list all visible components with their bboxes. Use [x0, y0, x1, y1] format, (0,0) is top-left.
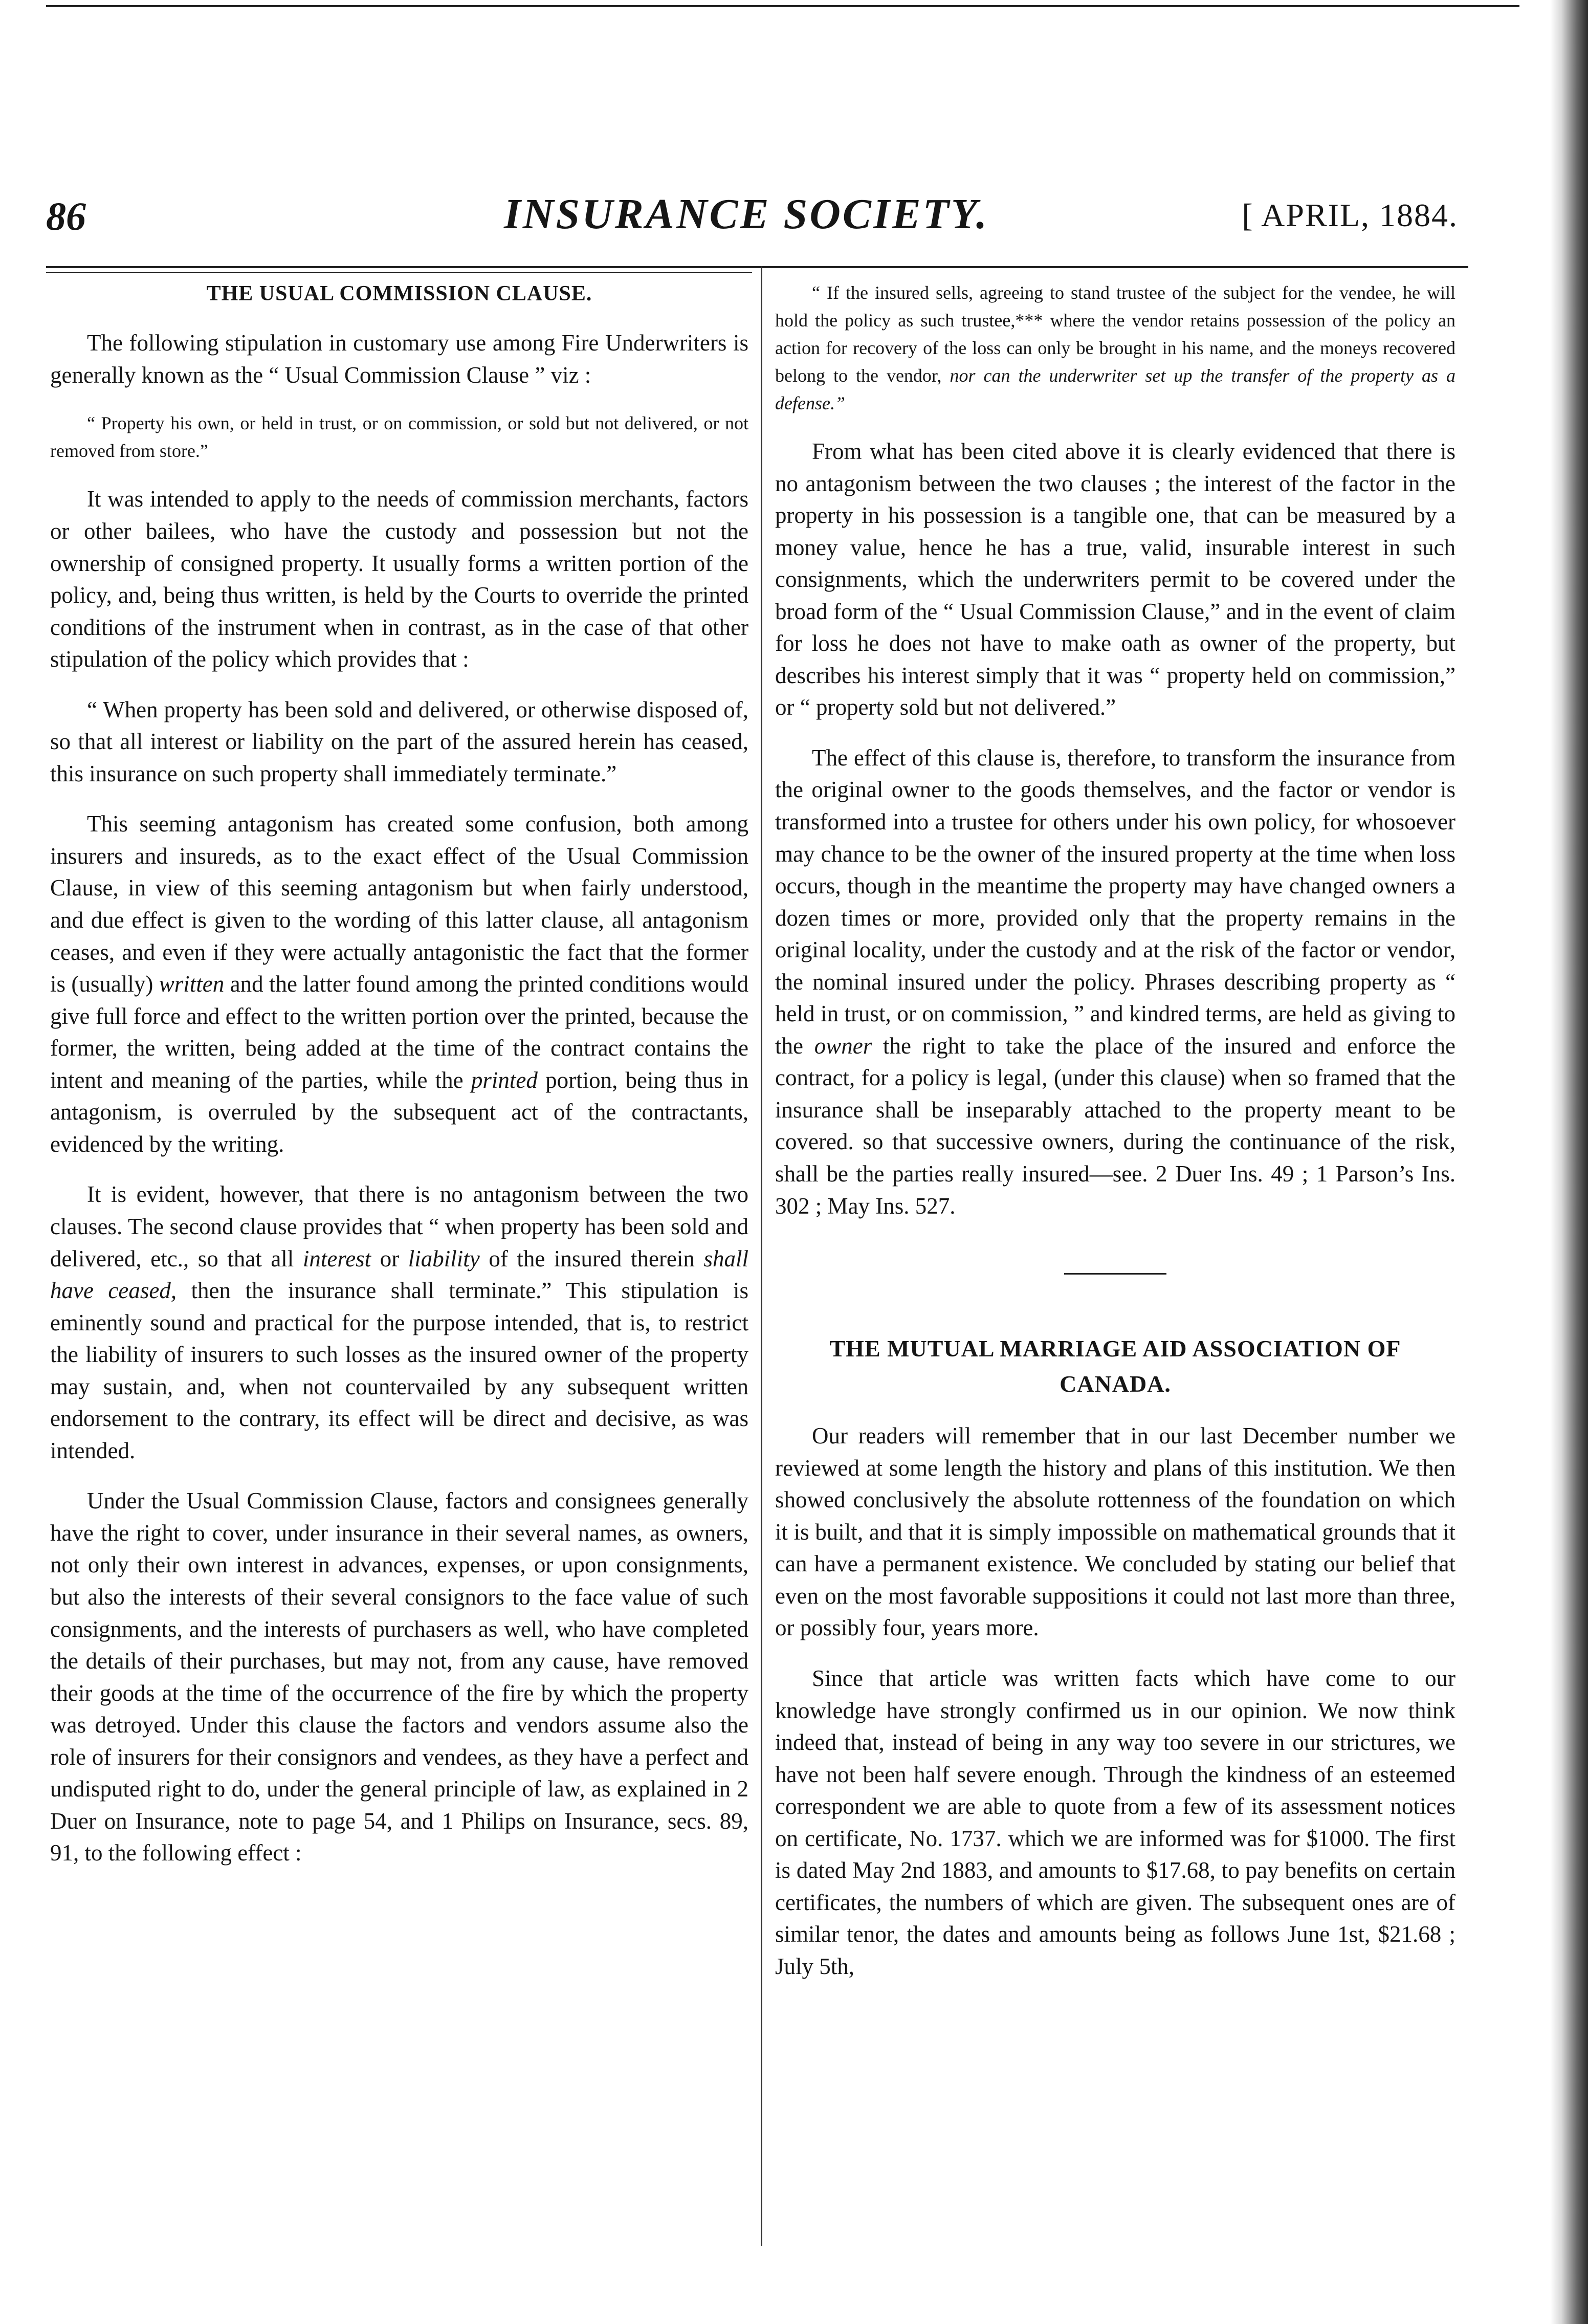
- paragraph: The following stipulation in customary use among Fire Underwriters is generally known as the “ Usual Commission Clause ” viz :: [50, 330, 748, 388]
- paragraph: This seeming antagonism has created some confusion, both among insurers and insureds, as to the exact effect of the Usual Commission Clause, in view of this seeming antagonism but when fairly understood, and due effect is given to the wording of this latter clause, all antagonism ceases, and even if they were actually antagonistic the fact that the former is (usually) written and the latter found among the printed conditions would give full force and effect to the written portion over the printed, because the former, the written, being added at the time of the contract contains the intent and meaning of the parties, while the printed portion, being thus in antagonism, is overruled by the subsequent act of the contractants, evidenced by the writing.: [50, 811, 749, 1157]
- page-header: [46, 189, 1458, 251]
- paragraph: Since that article was written facts which have come to our knowledge have strongly confirmed us in our opinion. We now think indeed that, instead of being in any way too severe in our strictures, we have not been half severe enough. Through the kindness of an esteemed correspondent we are able to quote from a few of its assessment notices on certificate, No. 1737. which we are informed was for $1000. The first is dated May 2nd 1883, and amounts to $17.68, to pay benefits on certain certificates, the numbers of which are given. The subsequent ones are of similar tenor, the dates and amounts being as follows June 1st, $21.68 ; July 5th,: [775, 1665, 1455, 1979]
- paragraph: Our readers will remember that in our last December number we reviewed at some length the history and plans of this institution. We then showed conclusively the absolute rottenness of the foundation on which it is built, and that it is simply impossible on mathematical grounds that it can have a permanent existence. We concluded by stating our belief that even on the most favorable suppositions it could not last more than three, or possibly four, years more.: [775, 1423, 1455, 1641]
- issue-date: [ APRIL, 1884.: [1242, 197, 1458, 233]
- paragraph: It is evident, however, that there is no antagonism between the two clauses. The second clause provides that “ when property has been sold and delivered, etc., so that all interest or liability of the insured therein shall have ceased, then the insurance shall terminate.” This stipulation is eminently sound and practical for the purpose intended, that is, to restrict the liability of insurers to such losses as the insured owner of the property may sustain, and, when not countervailed by any subsequent written endorsement to the contrary, its effect will be direct and decisive, as was intended.: [50, 1181, 748, 1463]
- header-rule: [46, 266, 1468, 268]
- quoted-condition: “ When property has been sold and delivered, or otherwise disposed of, so that all interest or liability on the part of the assured herein has ceased, this insurance on such property shall immediately terminate.”: [50, 696, 748, 786]
- journal-title: INSURANCE SOCIETY.: [504, 190, 989, 238]
- column-divider: [761, 266, 762, 2246]
- header-rule-secondary: [46, 272, 752, 273]
- quoted-stipulation: “ Property his own, or held in trust, or on commission, or sold but not delivered, or not removed from store.”: [50, 413, 748, 462]
- paragraph: Under the Usual Commission Clause, factors and consignees generally have the right to cover, under insurance in their several names, as owners, not only their own interest in advances, expenses, or upon consignments, but also the interests of their several consignors to the face value of such consignments, and the interests of purchasers as well, who have completed the details of their purchases, but may not, from any cause, have removed their goods at the time of the occurrence of the fire by which the property was detroyed. Under this clause the factors and vendors assume also the role of insurers for their consignors and vendees, as they have a perfect and undisputed right to do, under the general principle of law, as explained in 2 Duer on Insurance, note to page 54, and 1 Philips on Insurance, secs. 89, 91, to the following effect :: [50, 1488, 748, 1866]
- left-column: [50, 279, 748, 1888]
- article-title-mutual-marriage-aid: THE MUTUAL MARRIAGE AID ASSOCIATION OF CANADA.: [829, 1335, 1401, 1397]
- top-border-rule: [46, 5, 1519, 7]
- article-title-usual-commission-clause: THE USUAL COMMISSION CLAUSE.: [206, 282, 592, 305]
- paragraph: From what has been cited above it is clearly evidenced that there is no antagonism between the two clauses ; the interest of the factor in the property in his possession is a tangible one, that can be measured by a money value, hence he has a true, valid, insurable interest in such consignments, which the underwriters permit to be covered under the broad form of the “ Usual Commission Clause,” and in the event of claim for loss he does not have to make oath as owner of the property, but describes his interest simply that it was “ property held on commission,” or “ property sold but not delivered.”: [775, 439, 1455, 720]
- right-column: [775, 279, 1455, 2001]
- quoted-legal-text: “ If the insured sells, agreeing to stand trustee of the subject for the vendee, he will hold the policy as such trustee,*** where the vendor retains possession of the policy an action for recovery of the loss can only be brought in his name, and the moneys recovered belong to the vendor, nor can the underwriter set up the transfer of the property as a defense.”: [775, 282, 1455, 413]
- paragraph: It was intended to apply to the needs of commission merchants, factors or other bailees, who have the custody and possession but not the ownership of consigned property. It usually forms a written portion of the policy, and, being thus written, is held by the Courts to override the printed conditions of the instrument when in contrast, as in the case of that other stipulation of the policy which provides that :: [50, 486, 748, 672]
- page-number: 86: [46, 194, 86, 238]
- section-separator-rule: [1064, 1273, 1166, 1275]
- binding-spine-shadow: [1550, 0, 1588, 2324]
- paragraph: The effect of this clause is, therefore, to transform the insurance from the original owner to the goods themselves, and the factor or vendor is transformed into a trustee for others under his own policy, for whosoever may chance to be the owner of the insured property at the time when loss occurs, though in the meantime the property may have changed owners a dozen times or more, provided only that the property remains in the original locality, under the custody and at the risk of the factor or vendor, the nominal insured under the policy. Phrases describing property as “ held in trust, or on commission, ” and kindred terms, are held as giving to the owner the right to take the place of the insured and enforce the contract, for a policy is legal, (under this clause) when so framed that the insurance shall be inseparably attached to the property meant to be covered. so that successive owners, during the continuance of the risk, shall be the parties really insured—see. 2 Duer Ins. 49 ; 1 Parson’s Ins. 302 ; May Ins. 527.: [775, 744, 1455, 1219]
